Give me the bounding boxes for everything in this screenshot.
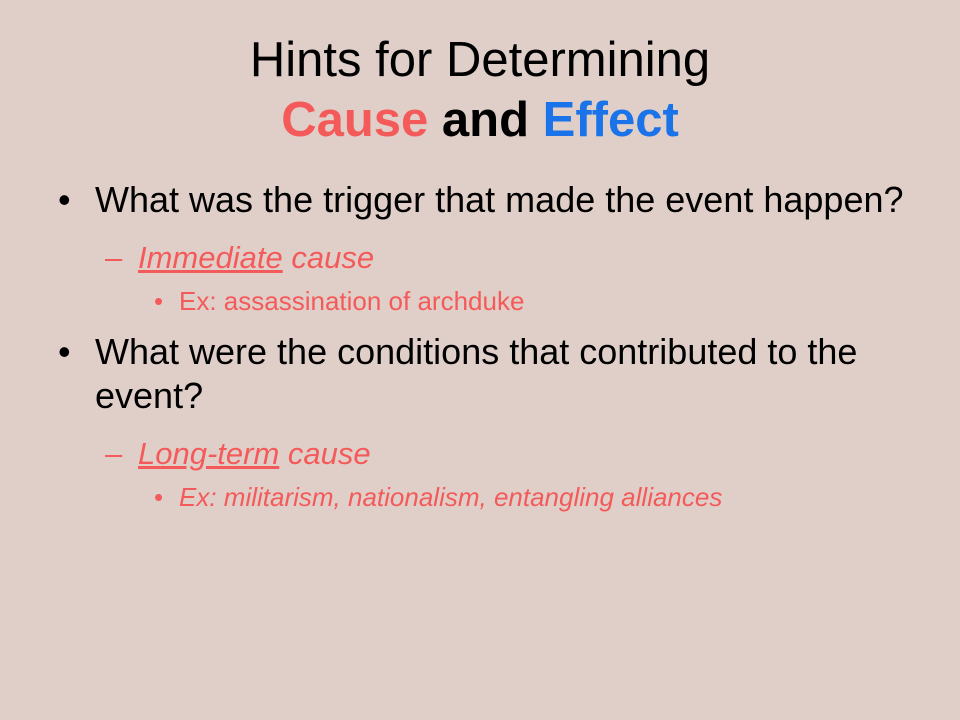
example-immediate bbox=[58, 284, 938, 318]
slide-body bbox=[58, 178, 938, 514]
bullet-point-trigger bbox=[58, 178, 938, 222]
example-text: Ex: assassination of archduke bbox=[179, 286, 525, 316]
title-and-word: and bbox=[441, 93, 530, 147]
slide-title bbox=[0, 30, 960, 150]
sub-point-underlined-term: Long-term bbox=[138, 436, 280, 471]
example-dot: • bbox=[154, 286, 164, 316]
bullet-point-conditions bbox=[58, 330, 938, 418]
title-line-1: Hints for Determining bbox=[249, 33, 711, 87]
bullet-text: What were the conditions that contributed to the event? bbox=[95, 331, 858, 416]
sub-point-dash: – bbox=[105, 436, 123, 471]
bullet-text: What was the trigger that made the event happen? bbox=[95, 179, 904, 220]
sub-point-long-term-cause bbox=[58, 434, 938, 474]
bullet-dot: • bbox=[58, 331, 71, 372]
example-text: Ex: militarism, nationalism, entangling alliances bbox=[179, 482, 723, 512]
example-long-term bbox=[58, 480, 938, 514]
sub-point-rest: cause bbox=[279, 436, 371, 471]
title-cause-word: Cause bbox=[281, 93, 429, 147]
sub-point-rest: cause bbox=[282, 240, 375, 275]
example-dot: • bbox=[154, 482, 164, 512]
sub-point-immediate-cause bbox=[58, 238, 938, 278]
sub-point-underlined-term: Immediate bbox=[138, 240, 283, 275]
bullet-dot: • bbox=[58, 179, 71, 220]
sub-point-dash: – bbox=[105, 240, 123, 275]
title-effect-word: Effect bbox=[542, 93, 679, 147]
title-line-2 bbox=[0, 90, 960, 150]
